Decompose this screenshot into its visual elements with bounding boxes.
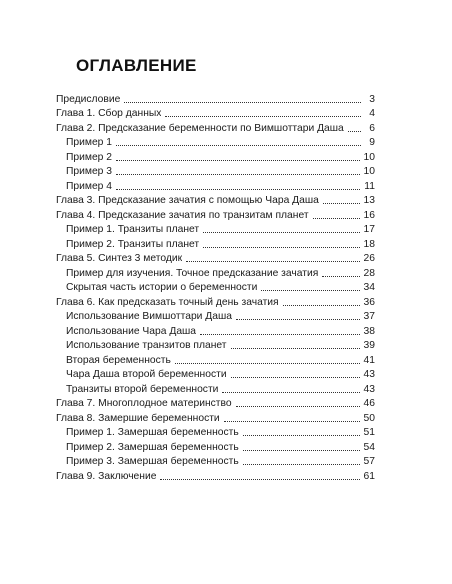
toc-entry[interactable] — [56, 439, 375, 454]
toc-entry[interactable] — [56, 280, 375, 295]
toc-entry-page-number: 16 — [363, 209, 375, 221]
toc-entry-label: Использование Чара Даша — [66, 325, 197, 337]
toc-entry-page-number: 41 — [363, 354, 375, 366]
toc-entry[interactable] — [56, 149, 375, 164]
toc-entry-label: Пример 2. Замершая беременность — [66, 441, 239, 453]
toc-entry-page-number: 43 — [363, 369, 375, 380]
dot-leader — [222, 392, 359, 393]
dot-leader — [116, 174, 360, 175]
toc-entry[interactable] — [56, 410, 375, 425]
dot-leader — [243, 450, 360, 451]
toc-entry[interactable] — [56, 265, 375, 280]
toc-entry-page-number: 9 — [369, 137, 375, 148]
toc-entry-page-number: 34 — [363, 282, 375, 293]
toc-entry[interactable] — [56, 164, 375, 179]
toc-entry-label: Глава 4. Предсказание зачатия по транзитам планет — [56, 209, 309, 221]
toc-entry-label: Пример для изучения. Точное предсказание зачатия — [66, 267, 319, 279]
toc-entry-label: Пример 2 — [66, 151, 112, 163]
toc-entry-label: Пример 3 — [66, 166, 112, 177]
dot-leader — [261, 290, 359, 291]
dot-leader — [236, 406, 360, 407]
toc-entry[interactable] — [56, 367, 375, 382]
dot-leader — [313, 218, 360, 219]
toc-entry-label: Чара Даша второй беременности — [66, 369, 227, 380]
toc-entry[interactable] — [56, 106, 375, 121]
toc-entry[interactable] — [56, 91, 375, 106]
toc-entry-label: Скрытая часть истории о беременности — [66, 282, 258, 293]
toc-entry-page-number: 54 — [363, 441, 375, 453]
toc-entry-label: Глава 8. Замершие беременности — [56, 412, 220, 424]
toc-entry[interactable] — [56, 222, 375, 237]
dot-leader — [243, 435, 360, 436]
dot-leader — [348, 131, 361, 132]
toc-entry-page-number: 26 — [363, 253, 375, 264]
toc-entry-label: Глава 5. Синтез 3 методик — [56, 253, 183, 264]
toc-entry-label: Глава 3. Предсказание зачатия с помощью Чара Даша — [56, 195, 319, 206]
toc-entry-page-number: 10 — [363, 151, 375, 163]
toc-entry-page-number: 61 — [363, 470, 375, 482]
dot-leader — [116, 145, 361, 146]
toc-entry-page-number: 57 — [363, 456, 375, 467]
toc-entry-label: Транзиты второй беременности — [66, 383, 219, 395]
toc-entry-label: Вторая беременность — [66, 354, 171, 366]
dot-leader — [322, 276, 359, 277]
toc-entry[interactable] — [56, 236, 375, 251]
dot-leader — [231, 377, 360, 378]
toc-entry[interactable] — [56, 251, 375, 266]
dot-leader — [186, 261, 359, 262]
toc-entry[interactable] — [56, 323, 375, 338]
toc-entry[interactable] — [56, 454, 375, 469]
dot-leader — [236, 319, 360, 320]
toc-entry-page-number: 51 — [363, 427, 375, 438]
dot-leader — [224, 421, 360, 422]
toc-entry[interactable] — [56, 468, 375, 483]
dot-leader — [165, 116, 361, 117]
toc-entry[interactable] — [56, 207, 375, 222]
toc-entry-label: Использование транзитов планет — [66, 340, 227, 351]
toc-entry-page-number: 43 — [363, 383, 375, 395]
toc-entry-label: Использование Вимшоттари Даша — [66, 311, 232, 322]
dot-leader — [116, 160, 360, 161]
toc-entry-page-number: 17 — [363, 224, 375, 235]
toc-entry[interactable] — [56, 352, 375, 367]
toc-entry-page-number: 38 — [363, 325, 375, 337]
toc-entry[interactable] — [56, 294, 375, 309]
toc-heading: ОГЛАВЛЕНИЕ — [76, 56, 197, 75]
table-of-contents — [56, 91, 375, 483]
toc-entry-page-number: 3 — [369, 93, 375, 105]
toc-entry-page-number: 36 — [363, 296, 375, 308]
toc-entry-page-number: 46 — [363, 398, 375, 409]
toc-entry[interactable] — [56, 120, 375, 135]
dot-leader — [243, 464, 360, 465]
toc-entry-page-number: 6 — [369, 122, 375, 134]
toc-entry[interactable] — [56, 381, 375, 396]
toc-entry-page-number: 28 — [363, 267, 375, 279]
toc-entry-page-number: 39 — [363, 340, 375, 351]
toc-entry-label: Пример 1. Транзиты планет — [66, 224, 200, 235]
toc-entry-label: Пример 1 — [66, 137, 112, 148]
toc-entry[interactable] — [56, 178, 375, 193]
toc-entry-label: Глава 2. Предсказание беременности по Вимшоттари Даша — [56, 122, 344, 134]
toc-entry-label: Пример 1. Замершая беременность — [66, 427, 239, 438]
toc-entry[interactable] — [56, 309, 375, 324]
dot-leader — [231, 348, 360, 349]
toc-entry-label: Пример 4 — [66, 180, 112, 192]
dot-leader — [203, 247, 359, 248]
toc-entry-label: Пример 3. Замершая беременность — [66, 456, 239, 467]
toc-entry-label: Предисловие — [56, 93, 121, 105]
toc-entry-page-number: 50 — [363, 412, 375, 424]
toc-entry-label: Глава 1. Сбор данных — [56, 108, 162, 119]
dot-leader — [203, 232, 359, 233]
dot-leader — [160, 479, 359, 480]
toc-entry-page-number: 18 — [363, 238, 375, 250]
dot-leader — [323, 203, 360, 204]
toc-entry-page-number: 10 — [363, 166, 375, 177]
toc-entry[interactable] — [56, 338, 375, 353]
toc-entry[interactable] — [56, 135, 375, 150]
toc-entry[interactable] — [56, 193, 375, 208]
toc-entry-page-number: 13 — [363, 195, 375, 206]
toc-entry-page-number: 37 — [363, 311, 375, 322]
dot-leader — [283, 305, 360, 306]
toc-entry[interactable] — [56, 396, 375, 411]
dot-leader — [200, 334, 360, 335]
toc-entry-label: Глава 9. Заключение — [56, 470, 157, 482]
toc-entry-label: Глава 7. Многоплодное материнство — [56, 398, 232, 409]
dot-leader — [124, 102, 361, 103]
toc-entry-label: Глава 6. Как предсказать точный день зачатия — [56, 296, 279, 308]
toc-entry-page-number: 11 — [364, 180, 375, 192]
toc-entry-page-number: 4 — [369, 108, 375, 119]
toc-entry-label: Пример 2. Транзиты планет — [66, 238, 200, 250]
dot-leader — [116, 189, 360, 190]
dot-leader — [175, 363, 360, 364]
toc-entry[interactable] — [56, 425, 375, 440]
